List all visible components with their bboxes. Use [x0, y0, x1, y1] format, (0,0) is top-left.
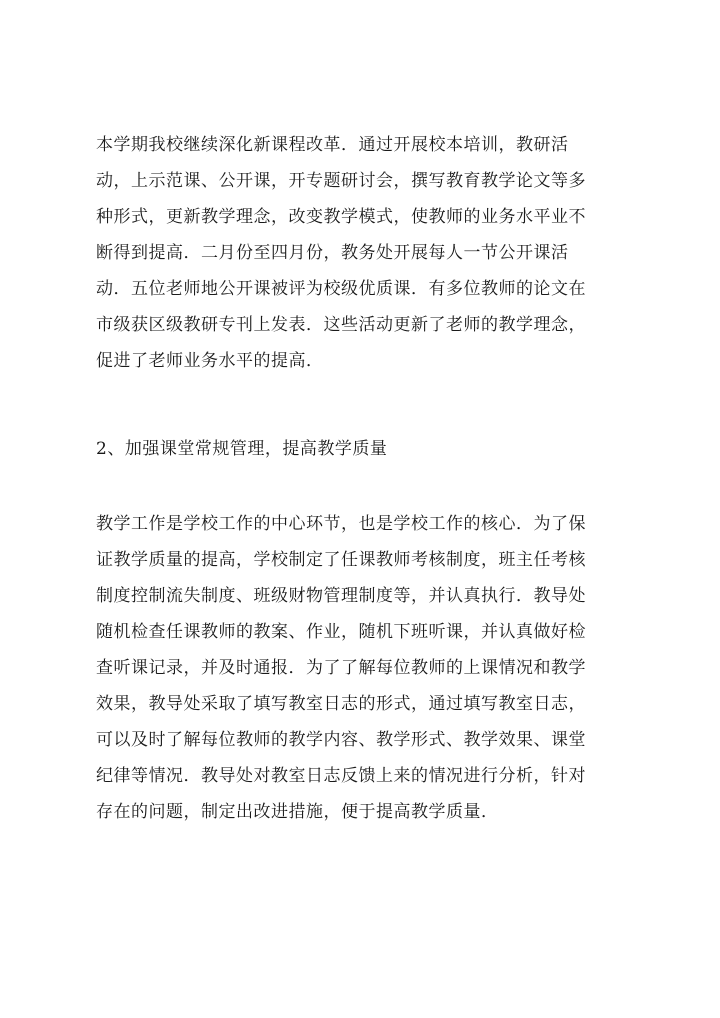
text-line: 市级获区级教研专刊上发表．这些活动更新了老师的教学理念， — [96, 315, 586, 335]
text-line: 断得到提高．二月份至四月份，教务处开展每人一节公开课活 — [96, 243, 569, 263]
paragraph-teaching-reform — [96, 127, 646, 379]
text-line: 可以及时了解每位教师的教学内容、教学形式、教学效果、课堂 — [96, 730, 586, 750]
text-line: 种形式，更新教学理念，改变教学模式，使教师的业务水平业不 — [96, 207, 586, 227]
text-line: 本学期我校继续深化新课程改革．通过开展校本培训，教研活 — [96, 135, 569, 155]
text-line: 效果，教导处采取了填写教室日志的形式，通过填写教室日志， — [96, 694, 586, 714]
text-line: 动，上示范课、公开课，开专题研讨会，撰写教育教学论文等多 — [96, 171, 586, 191]
text-line: 纪律等情况．教导处对教室日志反馈上来的情况进行分析，针对 — [96, 766, 586, 786]
paragraph-classroom-management — [96, 506, 646, 830]
heading-text: 2、加强课堂常规管理，提高教学质量 — [96, 439, 388, 459]
text-line: 查听课记录，并及时通报．为了了解每位教师的上课情况和教学 — [96, 658, 586, 678]
text-line: 教学工作是学校工作的中心环节，也是学校工作的核心．为了保 — [96, 514, 586, 534]
text-line: 促进了老师业务水平的提高． — [96, 351, 324, 371]
text-line: 存在的问题，制定出改进措施，便于提高教学质量． — [96, 802, 499, 822]
text-line: 证教学质量的提高，学校制定了任课教师考核制度，班主任考核 — [96, 550, 586, 570]
text-line: 制度控制流失制度、班级财物管理制度等，并认真执行．教导处 — [96, 586, 586, 606]
section-heading — [96, 431, 646, 467]
text-line: 动．五位老师地公开课被评为校级优质课．有多位教师的论文在 — [96, 279, 586, 299]
text-line: 随机检查任课教师的教案、作业，随机下班听课，并认真做好检 — [96, 622, 586, 642]
